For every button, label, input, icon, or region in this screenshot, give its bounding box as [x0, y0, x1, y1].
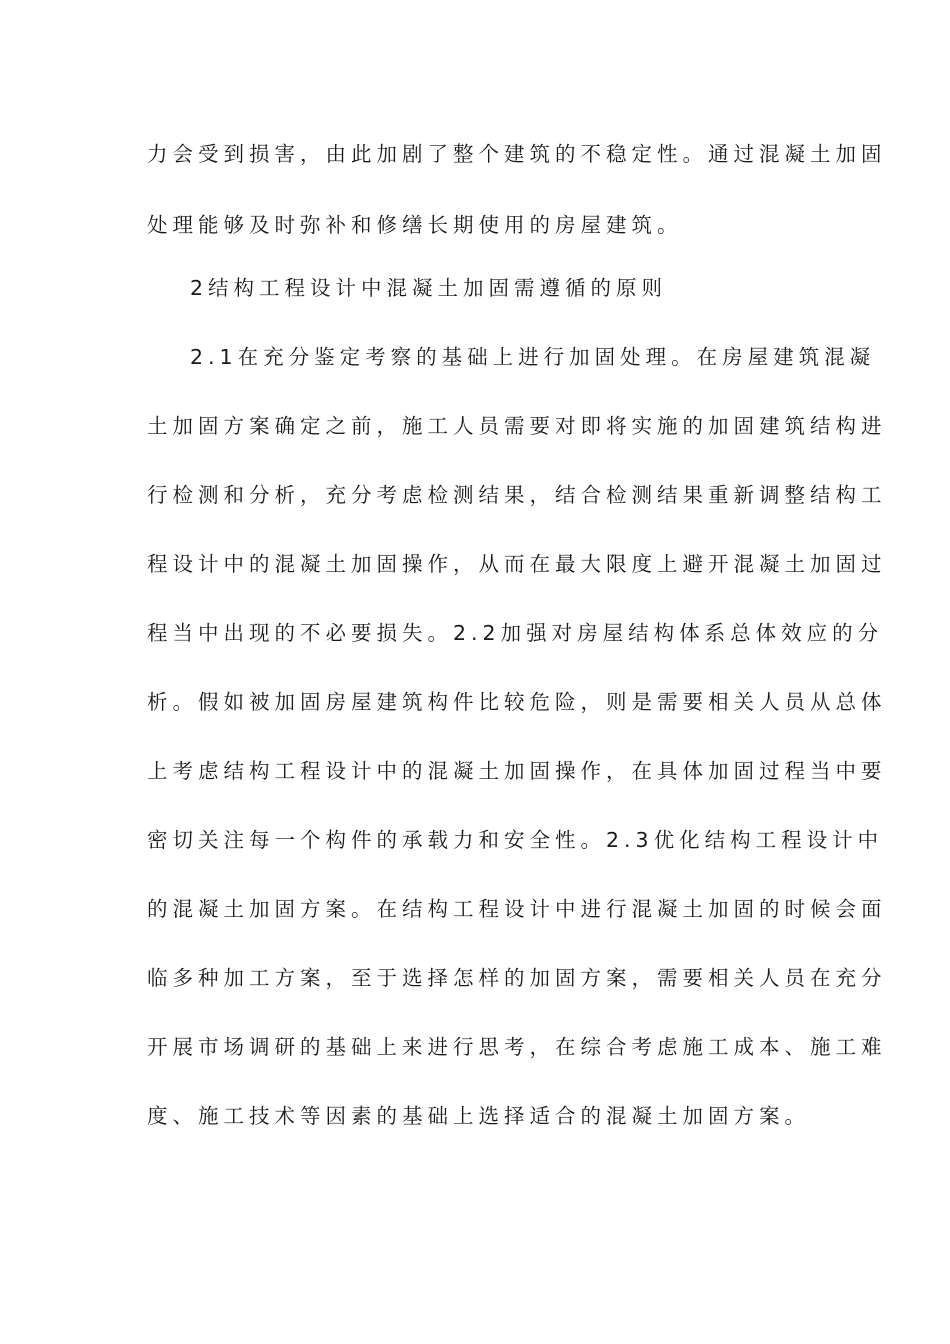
- text-line: 度、施工技术等因素的基础上选择适合的混凝土加固方案。: [147, 1104, 810, 1128]
- text-line: 土加固方案确定之前，施工人员需要对即将实施的加固建筑结构进: [147, 414, 887, 438]
- text-line: 析。假如被加固房屋建筑构件比较危险，则是需要相关人员从总体: [147, 690, 887, 714]
- text-line: 的混凝土加固方案。在结构工程设计中进行混凝土加固的时候会面: [147, 897, 887, 921]
- text-line: 力会受到损害，由此加剧了整个建筑的不稳定性。通过混凝土加固: [147, 142, 887, 166]
- text-line: 程设计中的混凝土加固操作，从而在最大限度上避开混凝土加固过: [147, 552, 887, 576]
- text-line: 2.1在充分鉴定考察的基础上进行加固处理。在房屋建筑混凝: [190, 345, 876, 369]
- text-line: 程当中出现的不必要损失。2.2加强对房屋结构体系总体效应的分: [147, 621, 884, 645]
- text-line: 处理能够及时弥补和修缮长期使用的房屋建筑。: [147, 213, 683, 237]
- text-line: 上考虑结构工程设计中的混凝土加固操作，在具体加固过程当中要: [147, 759, 887, 783]
- text-line: 行检测和分析，充分考虑检测结果，结合检测结果重新调整结构工: [147, 483, 887, 507]
- text-line: 开展市场调研的基础上来进行思考，在综合考虑施工成本、施工难: [147, 1035, 887, 1059]
- text-line: 密切关注每一个构件的承载力和安全性。2.3优化结构工程设计中: [147, 828, 884, 852]
- section-heading: 2结构工程设计中混凝土加固需遵循的原则: [190, 276, 668, 300]
- text-line: 临多种加工方案，至于选择怎样的加固方案，需要相关人员在充分: [147, 966, 887, 990]
